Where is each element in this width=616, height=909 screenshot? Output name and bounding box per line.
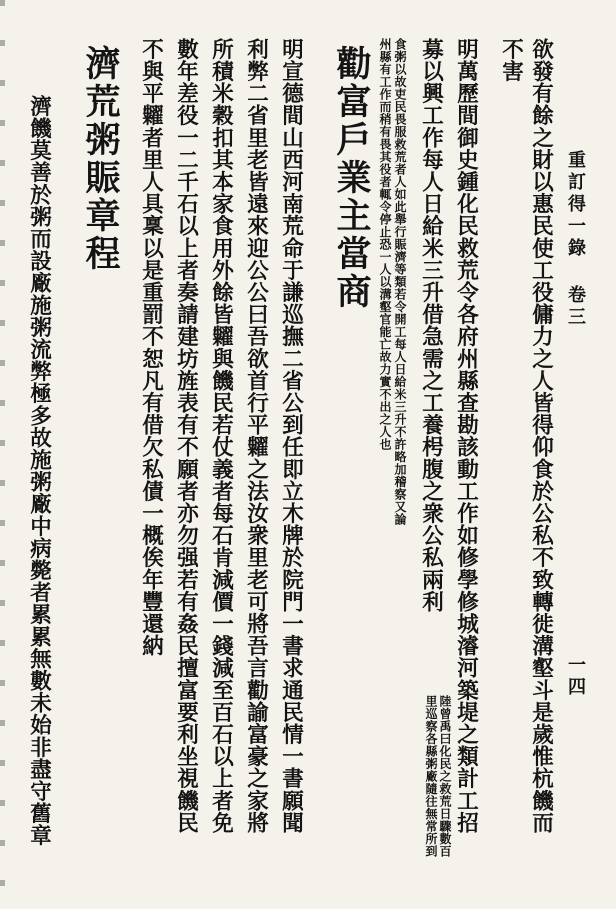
volume-label: 卷三: [565, 285, 586, 329]
section-2-line-2: 募以興工作每人日給米三升借急需之工養枵腹之衆公私兩利: [418, 38, 444, 613]
annotation-line-d: 州縣有工作而稍有畏其役者輒令停止恐一人以溝壑官能亡故力實不出之人也: [378, 38, 392, 451]
section-3-heading: 勸富戶業主當商: [331, 45, 372, 311]
annotation-line-a: 陸曾禹曰化民之救荒日驟數百: [438, 695, 452, 858]
page-number: 一四: [565, 655, 586, 699]
section-3-line-2: 利弊二省里老皆遠來迎公公曰吾欲首行平糶之法汝衆里老可將吾言勸諭富豪之家將: [243, 38, 269, 834]
section-4-heading: 濟荒粥賑章程: [80, 45, 121, 273]
section-3-line-4: 數年差役一二千石以上者奏請建坊旌表有不願者亦勿强若有姦民擅富要利坐視饑民: [173, 38, 199, 834]
section-2-line-1: 明萬歷間御史鍾化民救荒令各府州縣查勘該動工作如修學修城濬河築堤之類計工招: [453, 38, 479, 834]
section-3-line-1: 明宣德間山西河南荒命于謙巡撫二省公到任即立木牌於院門一書求通民情一書願聞: [278, 38, 304, 834]
book-title: 重訂得一錄: [565, 150, 586, 260]
section-1-line-1: 欲發有餘之財以惠民使工役傭力之人皆得仰食於公私不致轉徙溝壑斗是歲惟杭饑而: [528, 38, 554, 834]
section-1-line-2: 不害: [498, 38, 524, 83]
section-3-line-3: 所積米穀扣其本家食用外餘皆糶與饑民若仗義者每石肯減價一錢減至百石以上者免: [208, 38, 234, 834]
annotation-line-b: 里巡察各縣粥廠隨往無常所到: [424, 695, 438, 858]
section-4-line-1: 濟饑莫善於粥而設廠施粥流弊極多故施粥廠中病斃者累累無數未始非盡守舊章: [26, 95, 52, 847]
page-edge-mark: [0, 0, 5, 909]
annotation-line-c: 食粥以故吏民畏服救荒者人如此舉行賑濟等類若令開工每人日給米三升不許略加稽察又論: [393, 38, 407, 526]
section-3-line-5: 不與平糶者里人具稟以是重罰不恕凡有借欠私債一概俟年豐還納: [138, 38, 164, 657]
